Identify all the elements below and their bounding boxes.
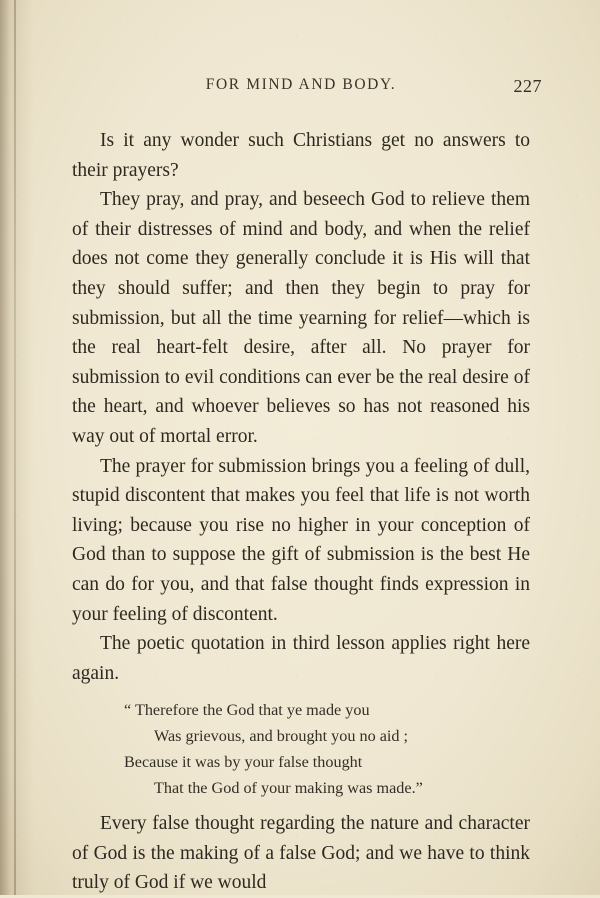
verse-line: “ Therefore the God that ye made you <box>124 701 370 720</box>
verse-line: Because it was by your false thought <box>124 753 363 772</box>
running-head-title: FOR MIND AND BODY. <box>205 76 397 93</box>
paragraph: Is it any wonder such Christians get no answers to their prayers? <box>72 130 530 181</box>
paragraph: The prayer for submission brings you a feeling of dull, stupid discontent that makes you feel that life is not worth living; because you rise no higher in your conception of God than to suppose the gift of submission is the best He can do for you, and that false thought finds expression in your feeling of discontent. <box>72 455 530 625</box>
verse-quotation <box>72 697 530 801</box>
verse-line: Was grievous, and brought you no aid ; <box>154 727 409 746</box>
page-number: 227 <box>513 76 542 96</box>
paragraph: They pray, and pray, and beseech God to relieve them of their distresses of mind and body, and when the relief does not come they generally conclude it is His will that they should suffer; and then they begin to pray for submission, but all the time yearning for relief—which is the real heart-felt desire, after all. No prayer for submission to evil conditions can ever be the real desire of the heart, and whoever believes so has not reasoned his way out of mortal error. <box>72 189 530 447</box>
body-text <box>72 126 530 898</box>
paragraph: The poetic quotation in third lesson applies right here again. <box>72 633 530 684</box>
running-head <box>72 76 542 106</box>
paragraph: Every false thought regarding the nature and character of God is the making of a false God; and we have to think truly of God if we would <box>72 813 530 894</box>
page-gutter-shadow <box>14 0 16 895</box>
verse-line: That the God of your making was made.” <box>154 779 423 798</box>
page-content <box>72 76 542 898</box>
